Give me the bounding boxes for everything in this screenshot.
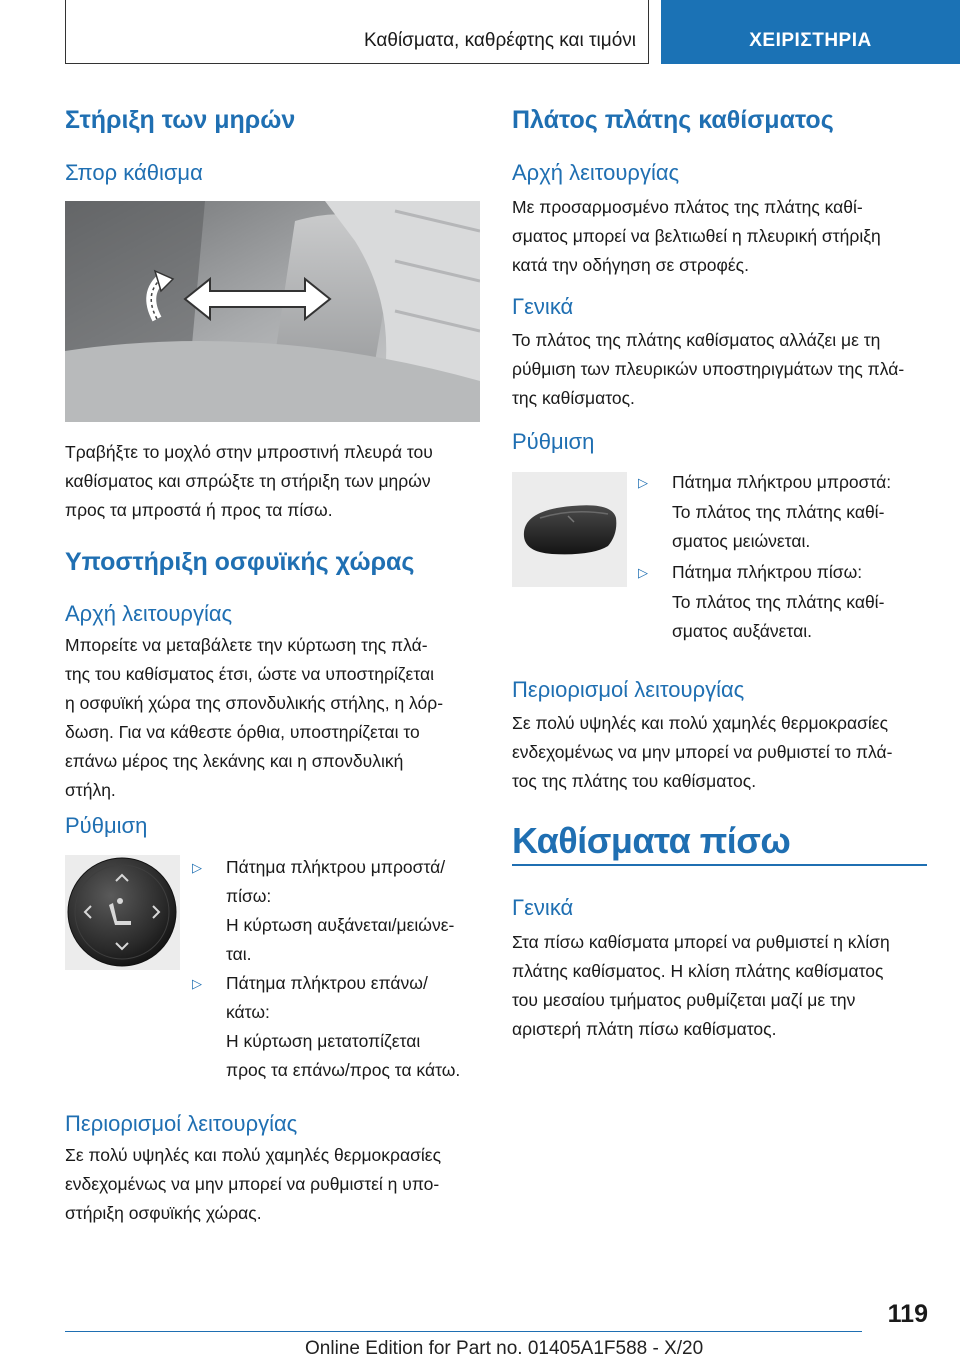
text-line: Μπορείτε να μεταβάλετε την κύρτωση της πλά-	[65, 635, 428, 655]
bullet-back-result	[672, 588, 884, 646]
bullet-forward-back-result	[226, 911, 454, 969]
heading-limits-left: Περιορισμοί λειτουργίας	[65, 1111, 298, 1136]
text-line: ται.	[226, 944, 252, 964]
width-limits-text	[512, 709, 892, 796]
footer-divider	[65, 1331, 862, 1332]
heading-underline	[512, 864, 927, 866]
lumbar-switch-image	[65, 855, 180, 970]
text-line: επάνω μέρος της λεκάνης και η σπονδυλική	[65, 751, 404, 771]
footer-edition: Online Edition for Part no. 01405A1F588 - X/20	[305, 1338, 704, 1359]
text-line: στήλη.	[65, 780, 116, 800]
text-line: του μεσαίου τμήματος ρυθμίζεται μαζί με την	[512, 990, 856, 1010]
rear-seats-text	[512, 928, 890, 1044]
triangle-right-icon: ▷	[192, 976, 202, 991]
triangle-right-icon: ▷	[638, 475, 648, 490]
heading-setting-left: Ρύθμιση	[65, 813, 148, 838]
width-general-text	[512, 326, 904, 413]
text-line: Το πλάτος της πλάτης καθίσματος αλλάζει με τη	[512, 330, 881, 350]
bullet-text: πίσω:	[226, 886, 272, 906]
text-line: σματος μπορεί να βελτιωθεί η πλευρική στήριξη	[512, 226, 881, 246]
text-line: σματος μειώνεται.	[672, 531, 811, 551]
text-line: Στα πίσω καθίσματα μπορεί να ρυθμιστεί η κλίση	[512, 932, 890, 952]
text-line: Τραβήξτε το μοχλό στην μπροστινή πλευρά του	[65, 442, 433, 462]
text-line: Η κύρτωση μετατοπίζεται	[226, 1031, 421, 1051]
text-line: ενδεχομένως να μην μπορεί να ρυθμιστεί η υπο-	[65, 1174, 440, 1194]
heading-general-rear: Γενικά	[512, 895, 574, 920]
text-line: ρύθμιση των πλευρικών υποστηριγμάτων της πλά-	[512, 359, 905, 379]
text-line: στήριξη οσφυϊκής χώρας.	[65, 1203, 262, 1223]
bullet-text: Πάτημα πλήκτρου μπροστά:	[672, 472, 892, 492]
heading-lumbar-support: Υποστήριξη οσφυϊκής χώρας	[65, 548, 415, 576]
text-line: δωση. Για να κάθεστε όρθια, υποστηρίζεται το	[65, 722, 420, 742]
text-line: Σε πολύ υψηλές και πολύ χαμηλές θερμοκρασίες	[65, 1145, 442, 1165]
width-principle-text	[512, 193, 881, 280]
heading-backrest-width: Πλάτος πλάτης καθίσματος	[512, 106, 834, 134]
triangle-right-icon: ▷	[192, 860, 202, 875]
bullet-text: κάτω:	[226, 1002, 270, 1022]
lumbar-principle-text	[65, 631, 443, 805]
text-line: της καθίσματος.	[512, 388, 635, 408]
text-line: κατά την οδήγηση σε στροφές.	[512, 255, 749, 275]
text-line: Το πλάτος της πλάτης καθί-	[672, 502, 885, 522]
text-line: προς τα μπροστά ή προς τα πίσω.	[65, 500, 333, 520]
width-switch-image	[512, 472, 627, 587]
chapter-title: Καθίσματα, καθρέφτης και τιμόνι	[363, 30, 636, 51]
text-line: ενδεχομένως να μην μπορεί να ρυθμιστεί το πλά-	[512, 742, 893, 762]
heading-general-right: Γενικά	[512, 294, 574, 319]
text-line: τος της πλάτης του καθίσματος.	[512, 771, 757, 791]
heading-rear-seats: Καθίσματα πίσω	[512, 820, 791, 861]
text-line: καθίσματος και σπρώξτε τη στήριξη των μηρών	[65, 471, 431, 491]
text-line: προς τα επάνω/προς τα κάτω.	[226, 1060, 461, 1080]
text-line: Σε πολύ υψηλές και πολύ χαμηλές θερμοκρασίες	[512, 713, 889, 733]
bullet-text: Πάτημα πλήκτρου πίσω:	[672, 562, 863, 582]
heading-principle-left: Αρχή λειτουργίας	[65, 601, 233, 626]
triangle-right-icon: ▷	[638, 565, 648, 580]
text-line: Η κύρτωση αυξάνεται/μειώνε-	[226, 915, 455, 935]
text-line: σματος αυξάνεται.	[672, 621, 812, 641]
bullet-up-down-result	[226, 1027, 460, 1085]
thigh-support-text	[65, 438, 433, 525]
lumbar-limits-text	[65, 1141, 441, 1228]
heading-principle-right: Αρχή λειτουργίας	[512, 160, 680, 185]
text-line: Το πλάτος της πλάτης καθί-	[672, 592, 885, 612]
heading-sport-seat: Σπορ κάθισμα	[65, 160, 203, 185]
text-line: πλάτης καθίσματος. Η κλίση πλάτης καθίσματος	[512, 961, 884, 981]
bullet-text: Πάτημα πλήκτρου επάνω/	[226, 973, 428, 993]
section-title: ΧΕΙΡΙΣΤΗΡΙΑ	[749, 30, 872, 51]
text-line: της του καθίσματος έτσι, ώστε να υποστηρίζεται	[65, 664, 434, 684]
text-line: αριστερή πλάτη πίσω καθίσματος.	[512, 1019, 777, 1039]
header-section-box	[661, 0, 960, 64]
text-line: Με προσαρμοσμένο πλάτος της πλάτης καθί-	[512, 197, 863, 217]
text-line: η οσφυϊκή χώρα της σπονδυλικής στήλης, η λόρ-	[65, 693, 444, 713]
page-number: 119	[887, 1300, 928, 1328]
heading-limits-right: Περιορισμοί λειτουργίας	[512, 677, 745, 702]
heading-thigh-support: Στήριξη των μηρών	[65, 106, 296, 134]
bullet-forward-result	[672, 498, 884, 556]
bullet-text: Πάτημα πλήκτρου μπροστά/	[226, 857, 446, 877]
heading-setting-right: Ρύθμιση	[512, 429, 595, 454]
header-chapter-box	[65, 0, 649, 64]
thigh-support-illustration	[65, 201, 480, 422]
